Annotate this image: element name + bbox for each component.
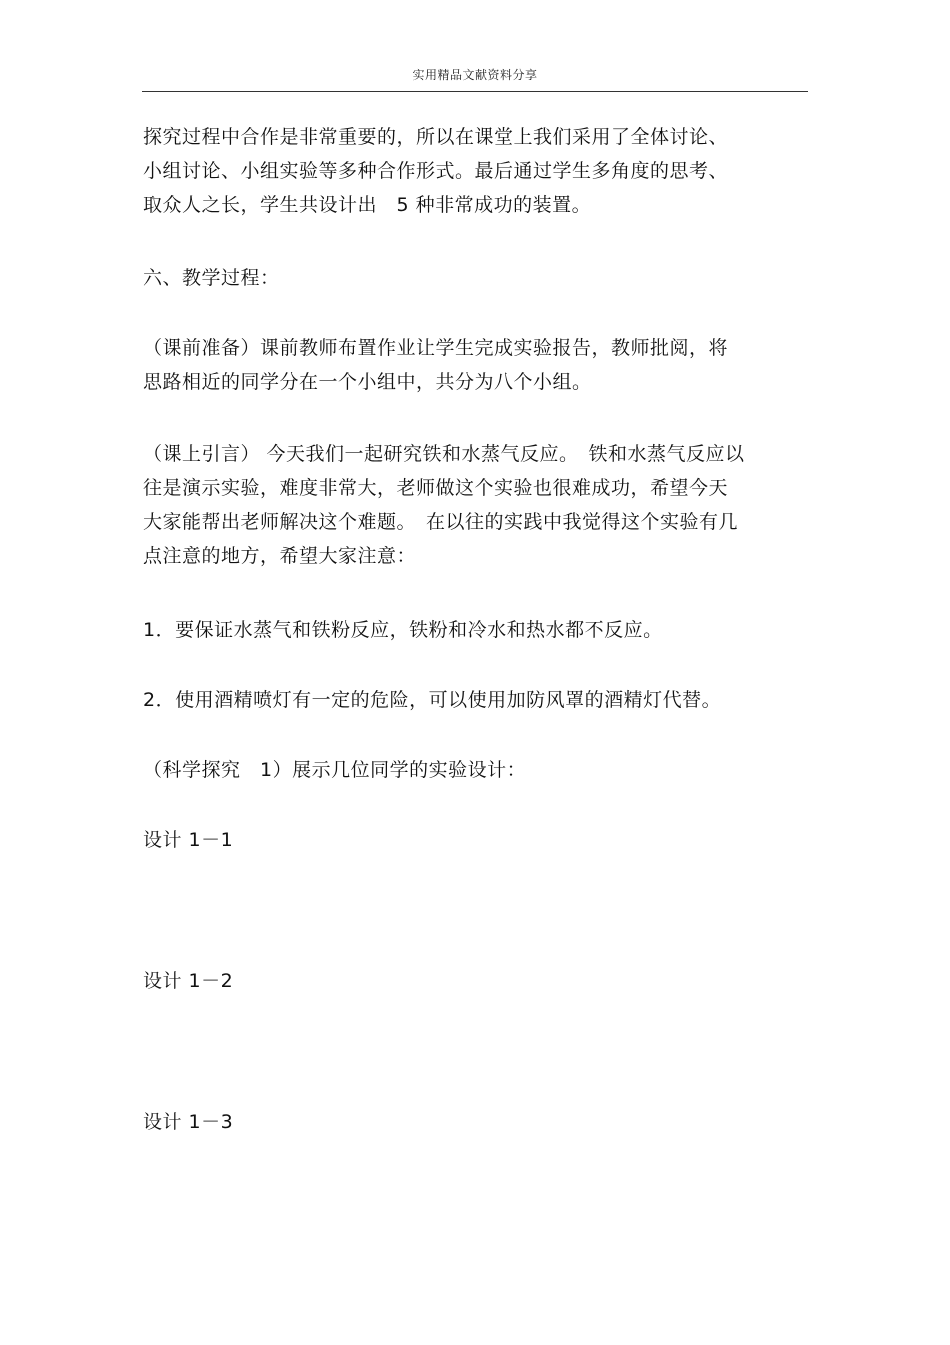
section-heading-teaching-process [143,261,823,295]
list-item-text: 1．要保证水蒸气和铁粉反应，铁粉和冷水和热水都不反应。 [143,619,663,641]
text-line: （课上引言） 今天我们一起研究铁和水蒸气反应。 铁和水蒸气反应以 [143,443,745,465]
text-line: 思路相近的同学分在一个小组中，共分为八个小组。 [143,371,592,393]
design-label-3 [143,1105,823,1139]
list-item-2 [143,683,823,717]
text-line: 取众人之长，学生共设计出 5 种非常成功的装置。 [143,194,592,216]
design-label-text: 设计 1－1 [143,829,234,851]
text-line: 往是演示实验，难度非常大，老师做这个实验也很难成功，希望今天 [143,477,729,499]
list-item-1 [143,613,823,647]
design-label-text: 设计 1－3 [143,1111,234,1133]
paragraph-introduction [143,437,823,573]
list-item-text: 2．使用酒精喷灯有一定的危险，可以使用加防风罩的酒精灯代替。 [143,689,722,711]
text-line: 小组讨论、小组实验等多种合作形式。最后通过学生多角度的思考、 [143,160,729,182]
text-line: （课前准备）课前教师布置作业让学生完成实验报告，教师批阅，将 [143,337,729,359]
text-line: （科学探究 1）展示几位同学的实验设计： [143,759,527,781]
text-line: 探究过程中合作是非常重要的，所以在课堂上我们采用了全体讨论、 [143,126,729,148]
design-label-1 [143,823,823,857]
text-line: 点注意的地方，希望大家注意： [143,545,417,567]
heading-text: 六、教学过程： [143,267,280,289]
design-label-text: 设计 1－2 [143,970,234,992]
paragraph-inquiry [143,753,823,787]
page-header-title: 实用精品文献资料分享 [412,68,538,82]
text-line: 大家能帮出老师解决这个难题。 在以往的实践中我觉得这个实验有几 [143,511,739,533]
design-label-2 [143,964,823,998]
paragraph-preparation [143,331,823,399]
paragraph-cooperation [143,120,823,222]
header-divider [142,91,808,92]
